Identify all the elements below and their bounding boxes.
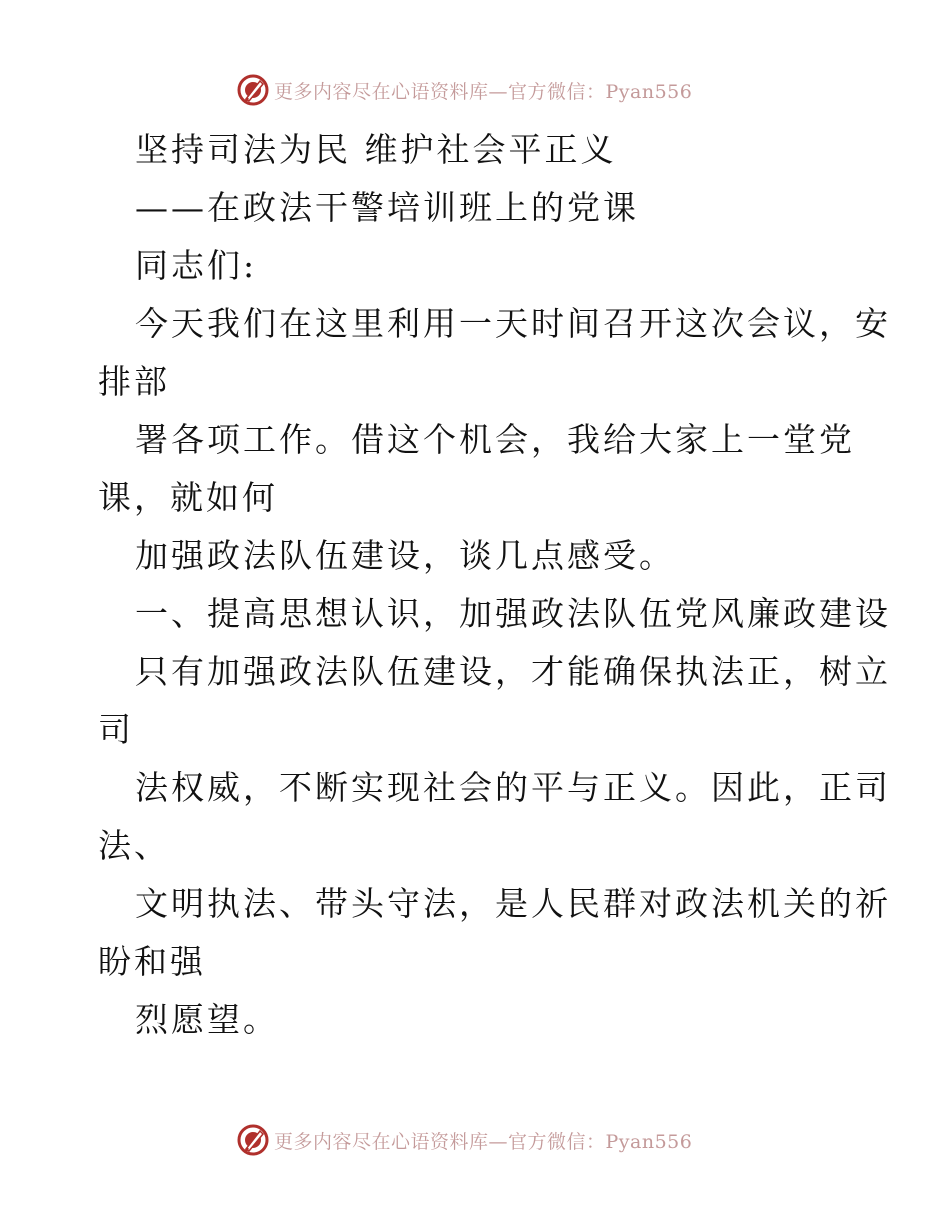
- pen-nib-logo-icon: [236, 73, 270, 107]
- paragraph-line: 法、: [98, 826, 170, 865]
- paragraph-line: 盼和强: [98, 942, 206, 981]
- header-banner: [236, 70, 692, 110]
- pen-nib-logo-icon: [236, 1123, 270, 1157]
- header-banner-text: 更多内容尽在心语资料库—官方微信：Pyan556: [274, 80, 693, 103]
- paragraph-line: 加强政法队伍建设，谈几点感受。: [135, 536, 675, 575]
- paragraph-line: 今天我们在这里利用一天时间召开这次会议，安: [135, 304, 891, 343]
- paragraph-line: 烈愿望。: [135, 1000, 279, 1039]
- document-title: 坚持司法为民 维护社会平正义: [135, 130, 617, 169]
- footer-banner-text: 更多内容尽在心语资料库—官方微信：Pyan556: [274, 1130, 693, 1153]
- section-heading: 一、提高思想认识，加强政法队伍党风廉政建设: [135, 594, 891, 633]
- document-subtitle: ——在政法干警培训班上的党课: [135, 188, 639, 227]
- paragraph-line: 课，就如何: [98, 478, 278, 517]
- footer-banner: [236, 1120, 692, 1160]
- paragraph-line: 法权威，不断实现社会的平与正义。因此，正司: [135, 768, 891, 807]
- paragraph-line: 只有加强政法队伍建设，才能确保执法正，树立: [135, 652, 891, 691]
- paragraph-line: 署各项工作。借这个机会，我给大家上一堂党: [135, 420, 855, 459]
- salutation: 同志们:: [135, 246, 258, 285]
- document-body: [98, 121, 891, 1049]
- paragraph-line: 文明执法、带头守法，是人民群对政法机关的祈: [135, 884, 891, 923]
- paragraph-line: 司: [98, 710, 134, 749]
- paragraph-line: 排部: [98, 362, 170, 401]
